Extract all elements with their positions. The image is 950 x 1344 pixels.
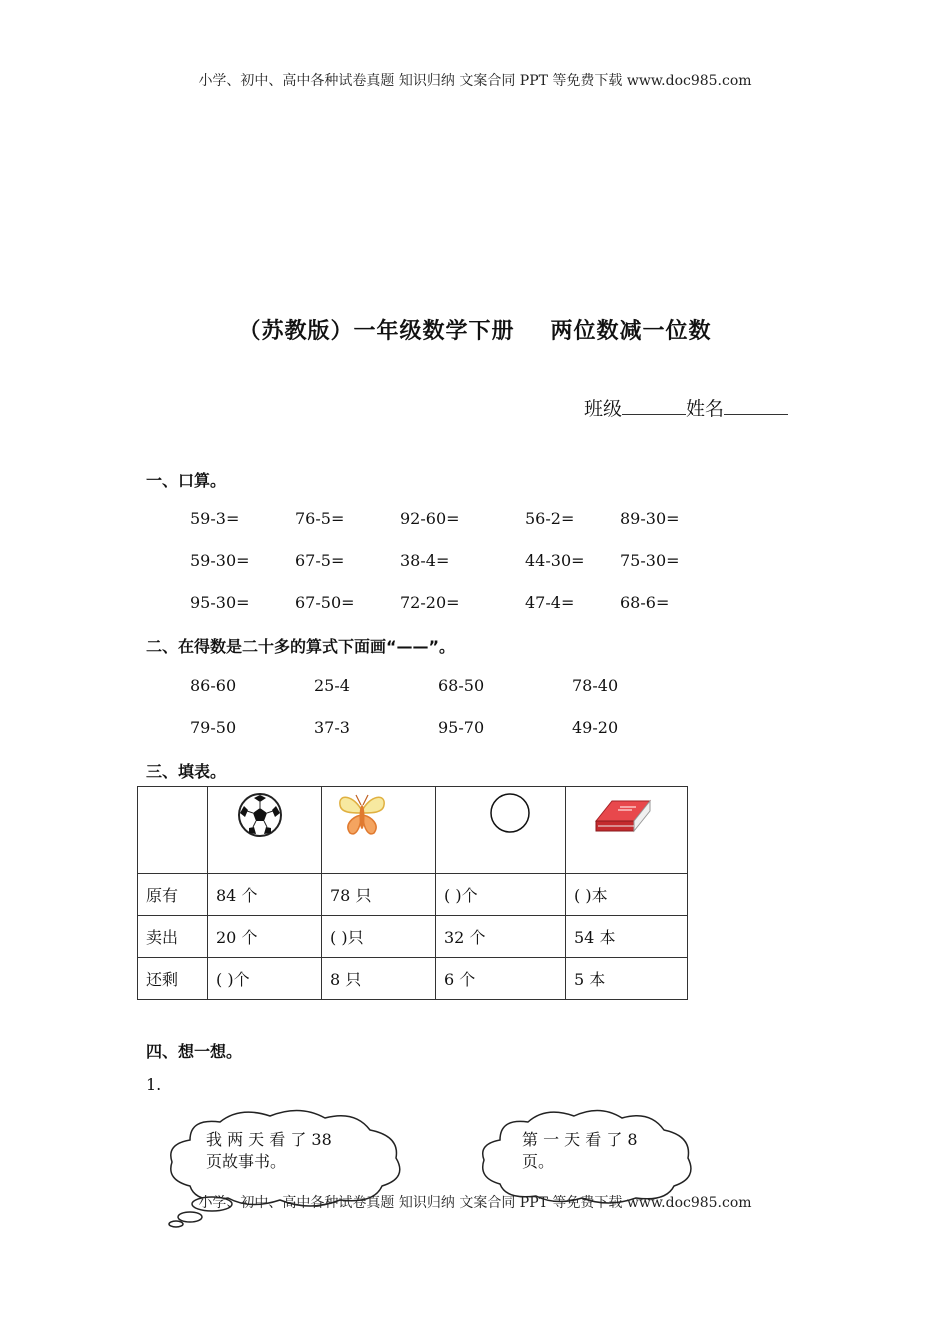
table-cell[interactable]: ( )只 <box>322 916 436 958</box>
page-header: 小学、初中、高中各种试卷真题 知识归纳 文案合同 PPT 等免费下载 www.doc985.com <box>198 73 752 89</box>
calc-item: 44-30= <box>525 551 585 570</box>
name-blank[interactable] <box>724 396 788 415</box>
section1-heading: 一、口算。 <box>146 471 227 490</box>
calc-item: 95-30= <box>190 593 250 612</box>
book-icon <box>592 791 652 839</box>
calc-item: 67-5= <box>295 551 345 570</box>
table-row <box>138 916 688 958</box>
item-number: 1. <box>146 1075 162 1094</box>
table-cell: 54 本 <box>566 916 688 958</box>
calc-item: 89-30= <box>620 509 680 528</box>
bubble-left-line1: 我 两 天 看 了 38 <box>206 1130 332 1149</box>
calc-item: 67-50= <box>295 593 355 612</box>
table-cell[interactable]: ( )本 <box>566 874 688 916</box>
row-label: 卖出 <box>138 916 208 958</box>
table-cell: 8 只 <box>322 958 436 1000</box>
title-topic: 两位数减一位数 <box>550 319 712 344</box>
calc-item: 47-4= <box>525 593 575 612</box>
section2-heading: 二、在得数是二十多的算式下面画“——”。 <box>146 637 456 656</box>
circle-icon <box>488 791 532 835</box>
table-cell[interactable]: ( )个 <box>436 874 566 916</box>
calc-item: 59-3= <box>190 509 240 528</box>
title-main: （苏教版）一年级数学下册 <box>238 319 515 344</box>
calc-item: 56-2= <box>525 509 575 528</box>
table-row <box>138 958 688 1000</box>
calc-item: 68-6= <box>620 593 670 612</box>
section3-heading: 三、填表。 <box>146 762 227 781</box>
icon-row <box>138 787 688 874</box>
calc-item: 92-60= <box>400 509 460 528</box>
page-footer: 小学、初中、高中各种试卷真题 知识归纳 文案合同 PPT 等免费下载 www.doc985.com <box>198 1195 752 1211</box>
class-blank[interactable] <box>622 396 686 415</box>
table-cell: 32 个 <box>436 916 566 958</box>
calc-item: 76-5= <box>295 509 345 528</box>
butterfly-icon <box>332 791 392 841</box>
underline-item[interactable]: 79-50 <box>190 718 237 737</box>
icon-cell <box>566 787 688 874</box>
calc-item: 72-20= <box>400 593 460 612</box>
underline-item[interactable]: 68-50 <box>438 676 485 695</box>
underline-item[interactable]: 86-60 <box>190 676 237 695</box>
calc-item: 59-30= <box>190 551 250 570</box>
bubble-right-line1: 第 一 天 看 了 8 <box>522 1130 638 1149</box>
table-cell: 5 本 <box>566 958 688 1000</box>
calc-item: 38-4= <box>400 551 450 570</box>
student-info <box>584 394 788 421</box>
section4-heading: 四、想一想。 <box>146 1042 243 1061</box>
bubble-right-text <box>522 1129 638 1173</box>
icon-cell <box>322 787 436 874</box>
bubble-left-line2: 页故事书。 <box>206 1152 287 1171</box>
underline-item[interactable]: 95-70 <box>438 718 485 737</box>
table-cell: 84 个 <box>208 874 322 916</box>
icon-cell <box>208 787 322 874</box>
bubble-right-line2: 页。 <box>522 1152 555 1171</box>
class-label: 班级 <box>584 398 623 420</box>
table-cell: 78 只 <box>322 874 436 916</box>
table-cell: 6 个 <box>436 958 566 1000</box>
page-title <box>0 314 950 345</box>
row-label: 原有 <box>138 874 208 916</box>
underline-item[interactable]: 25-4 <box>314 676 350 695</box>
table-cell: 20 个 <box>208 916 322 958</box>
table-cell[interactable]: ( )个 <box>208 958 322 1000</box>
calc-item: 75-30= <box>620 551 680 570</box>
fill-table <box>137 786 688 1000</box>
name-label: 姓名 <box>686 398 725 420</box>
table-row <box>138 874 688 916</box>
underline-item[interactable]: 37-3 <box>314 718 350 737</box>
row-label: 还剩 <box>138 958 208 1000</box>
underline-item[interactable]: 49-20 <box>572 718 619 737</box>
bubble-left-text <box>206 1129 332 1173</box>
underline-item[interactable]: 78-40 <box>572 676 619 695</box>
icon-cell <box>436 787 566 874</box>
soccer-ball-icon <box>236 791 284 839</box>
corner-cell <box>138 787 208 874</box>
